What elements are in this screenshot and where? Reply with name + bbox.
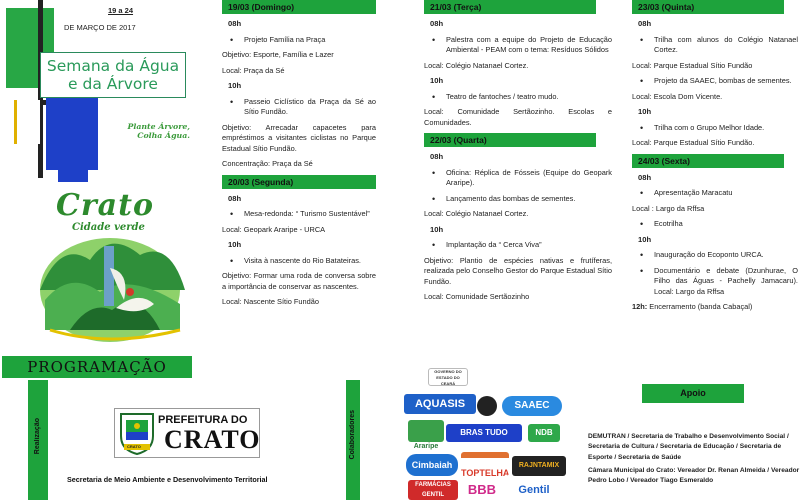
apoio-secretarias: DEMUTRAN / Secretaria de Trabalho e Desenvolvimento Social / Secretaria de Cultura / Secretaria de Educação / Secretaria de Esporte / Secretaria de Saúde [588, 433, 789, 461]
event-item: • Implantação da “ Cerca Viva” [424, 240, 612, 251]
cimbaiah-logo: Cimbaiah [406, 454, 458, 476]
rajntamix-logo: RAJNTAMIX [512, 456, 566, 476]
event-item: • Oficina: Réplica de Fósseis (Equipe do Geopark Araripe). [424, 168, 612, 189]
event-item: • Visita à nascente do Rio Batateiras. [222, 256, 376, 267]
secretaria-label: Secretaria de Meio Ambiente e Desenvolvimento Territorial [67, 475, 268, 484]
yellow-line [14, 100, 40, 144]
closing-text [632, 302, 798, 313]
event-item: • Projeto da SAAEC, bombas de sementes. [632, 76, 798, 87]
location-text: Local: Comunidade Sertãozinho [424, 292, 530, 301]
column-3 [632, 0, 798, 318]
colaboradores-label: Colaboradores [349, 410, 356, 460]
time-label: 10h [638, 234, 652, 244]
time-label: 08h [228, 19, 242, 28]
aquasis-logo: AQUASIS [404, 394, 476, 414]
blue-block-2 [58, 112, 88, 182]
location-text: Local: Colégio Natanael Cortez. [424, 209, 529, 218]
concentration-text: Concentração: Praça da Sé [222, 159, 313, 168]
date-month: DE MARÇO DE 2017 [64, 23, 136, 32]
event-title-line2: e da Árvore [68, 75, 158, 93]
day-header-22: 22/03 (Quarta) [424, 133, 596, 147]
saaec-logo: SAAEC [502, 396, 562, 416]
soccer-ball-icon [477, 396, 497, 416]
crato-crest-icon [118, 410, 156, 456]
time-label: 08h [430, 152, 444, 161]
event-item: • Passeio Ciclístico da Praça da Sé ao Sítio Fundão. [222, 97, 376, 118]
bras-tudo-logo: BRAS TUDO [446, 424, 522, 442]
event-item: • Palestra com a equipe do Projeto de Educação Ambiental - PEAM com o tema: Resíduos Sólidos [424, 35, 612, 56]
event-item: • Lançamento das bombas de sementes. [424, 194, 612, 205]
event-item: • Teatro de fantoches / teatro mudo. [424, 92, 612, 103]
crato-label: CRATO [164, 425, 261, 454]
location-text: Local: Nascente Sítio Fundão [222, 297, 319, 306]
objective-text: Objetivo: Formar uma roda de conversa sobre a importância de conservar as nascentes. [222, 271, 376, 291]
event-item: • Ecotrilha [632, 219, 798, 230]
motto-line2: Colha Água. [137, 131, 190, 140]
realizacao-label: Realização [34, 418, 41, 455]
date-range: 19 a 24 [108, 6, 134, 15]
leaf-logo-icon [408, 420, 444, 442]
objective-text: Objetivo: Esporte, Família e Lazer [222, 50, 334, 59]
location-text: Local : Largo da Rffsa [632, 203, 705, 213]
ceara-gov-logo: GOVERNO DO ESTADO DO CEARÁ [428, 368, 468, 386]
event-title-line1: Semana da Água [46, 57, 180, 75]
time-label: 10h [228, 81, 242, 90]
motto-line1: Plante Árvore, [127, 122, 190, 131]
time-label: 10h [430, 224, 444, 234]
location-text: Local: Praça da Sé [222, 65, 285, 75]
crest-text: CRATO [127, 444, 141, 449]
programacao-banner: PROGRAMAÇÃO [2, 356, 192, 378]
crato-logo-word: Crato [56, 188, 154, 223]
ndb-logo: NDB [528, 424, 560, 442]
time-label: 10h [228, 240, 242, 249]
day-header-19: 19/03 (Domingo) [222, 0, 376, 14]
apoio-banner: Apoio [642, 384, 744, 403]
event-item: • Projeto Família na Praça [222, 35, 376, 46]
event-item: • Mesa-redonda: “ Turismo Sustentável” [222, 209, 376, 220]
location-text: Local: Colégio Natanael Cortez. [424, 60, 529, 70]
event-poster [0, 0, 208, 350]
day-header-24: 24/03 (Sexta) [632, 154, 784, 168]
toptelha-logo: TOPTELHA [461, 452, 509, 476]
location-text: Local: Geopark Araripe - URCA [222, 224, 326, 234]
location-text: Local: Parque Estadual Sítio Fundão [632, 60, 753, 70]
bbb-logo: BBB [467, 482, 497, 497]
closing-time: 12h: [632, 302, 648, 311]
event-item: • Documentário e debate (Dzunhurae, O Filho das Águas - Pachelly Jamacaru). Local: Largo da Rffsa [632, 266, 798, 298]
location-text: Local: Comunidade Sertãozinho. Escolas e Comunidades. [424, 107, 612, 127]
time-label: 10h [638, 107, 652, 116]
objective-text: Objetivo: Arrecadar capacetes para empréstimos a visitantes ciclistas no Parque Estadual Sítio Fundão. [222, 122, 376, 153]
motto [112, 122, 190, 140]
event-item: • Inauguração do Ecoponto URCA. [632, 250, 798, 261]
araripe-logo: Araripe [413, 443, 439, 450]
day-header-23: 23/03 (Quinta) [632, 0, 784, 14]
time-label: 08h [430, 19, 444, 28]
time-label: 08h [228, 193, 242, 203]
time-label: 08h [638, 172, 652, 182]
gentil-logo: Gentil [518, 484, 550, 496]
day-header-21: 21/03 (Terça) [424, 0, 596, 14]
closing-event: Encerramento (banda Cabaçal) [649, 302, 753, 311]
event-item: • Trilha com alunos do Colégio Natanael Cortez. [632, 35, 798, 56]
column-1 [222, 0, 376, 313]
farmacias-gentil-logo: FARMÁCIAS GENTIL [408, 480, 458, 500]
crato-logo-sub: Cidade verde [72, 222, 145, 233]
objective-text: Objetivo: Plantio de espécies nativas e frutíferas, realizada pelo Conselho Gestor do Parque Estadual Sítio Fundão. [424, 255, 612, 286]
event-title-box [40, 52, 186, 98]
event-item: • Apresentação Maracatu [632, 188, 798, 199]
prefeitura-label: PREFEITURA DO [158, 414, 248, 426]
column-2 [424, 0, 612, 308]
day-header-20: 20/03 (Segunda) [222, 175, 376, 189]
apoio-camara: Câmara Municipal do Crato: Vereador Dr. Renan Almeida / Vereador Pedro Lobo / Vereador Tiago Esmeraldo [588, 467, 800, 485]
time-label: 10h [430, 76, 444, 85]
location-text: Local: Parque Estadual Sítio Fundão. [632, 138, 755, 147]
time-label: 08h [638, 19, 652, 28]
event-item: • Trilha com o Grupo Melhor Idade. [632, 123, 798, 134]
location-text: Local: Escola Dom Vicente. [632, 91, 723, 101]
